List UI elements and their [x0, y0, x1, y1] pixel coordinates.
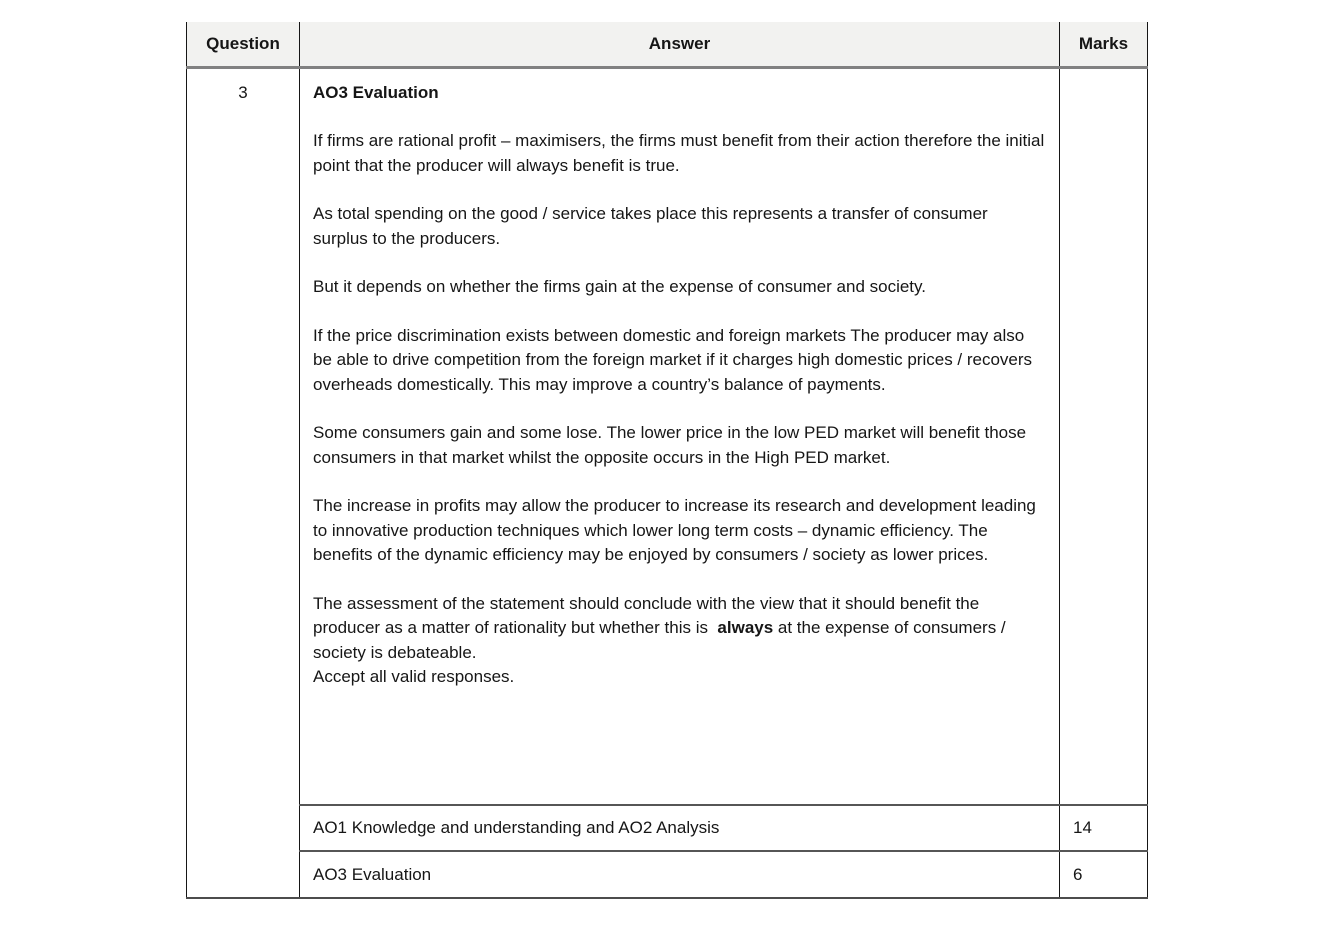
question-number-cell	[187, 67, 300, 898]
answer-cell	[300, 67, 1060, 805]
conclusion-text-start: The assessment of the statement should conclude with the view that it should benefit the producer as a matter of rationality but whether this is	[313, 593, 984, 637]
answer-paragraph: Some consumers gain and some lose. The lower price in the low PED market will benefit those consumers in that market whilst the opposite occurs in the High PED market.	[313, 423, 1027, 467]
answer-paragraph: If the price discrimination exists between domestic and foreign markets The producer may also be able to drive competition from the foreign market if it charges high domestic prices / recovers overheads domestically. This may improve a country’s balance of payments.	[313, 325, 1033, 394]
answer-paragraph: But it depends on whether the firms gain at the expense of consumer and society.	[313, 277, 926, 296]
conclusion-bold-word: always	[717, 618, 774, 637]
header-answer: Answer	[300, 22, 1060, 67]
header-question: Question	[187, 22, 300, 67]
table-row-ao1	[187, 805, 1148, 851]
conclusion-text-end: at the expense of consumers / society is debateable.	[313, 618, 1011, 662]
ao1-row-label: AO1 Knowledge and understanding and AO2 Analysis	[300, 805, 1060, 851]
answer-row	[187, 67, 1148, 805]
mark-scheme-table	[186, 22, 1148, 899]
ao3-row-marks: 6	[1060, 851, 1148, 898]
answer-heading: AO3 Evaluation	[313, 82, 439, 102]
header-marks: Marks	[1060, 22, 1148, 67]
answer-paragraph: As total spending on the good / service takes place this represents a transfer of consumer surplus to the producers.	[313, 204, 988, 248]
answer-paragraph: If firms are rational profit – maximisers, the firms must benefit from their action therefore the initial point that the producer will always benefit is true.	[313, 131, 1045, 175]
ao3-row-label: AO3 Evaluation	[300, 851, 1060, 898]
ao1-row-marks: 14	[1060, 805, 1148, 851]
answer-accept-line: Accept all valid responses.	[313, 667, 515, 686]
answer-paragraph: The increase in profits may allow the producer to increase its research and development leading to innovative production techniques which lower long term costs – dynamic efficiency. The benefits of the dynamic efficiency may be enjoyed by consumers / society as lower prices.	[313, 496, 1036, 564]
table-header-row	[187, 22, 1148, 67]
table-row-ao3	[187, 851, 1148, 898]
question-number: 3	[238, 82, 248, 102]
marks-cell-empty	[1060, 67, 1148, 805]
answer-conclusion-paragraph	[313, 592, 1047, 666]
